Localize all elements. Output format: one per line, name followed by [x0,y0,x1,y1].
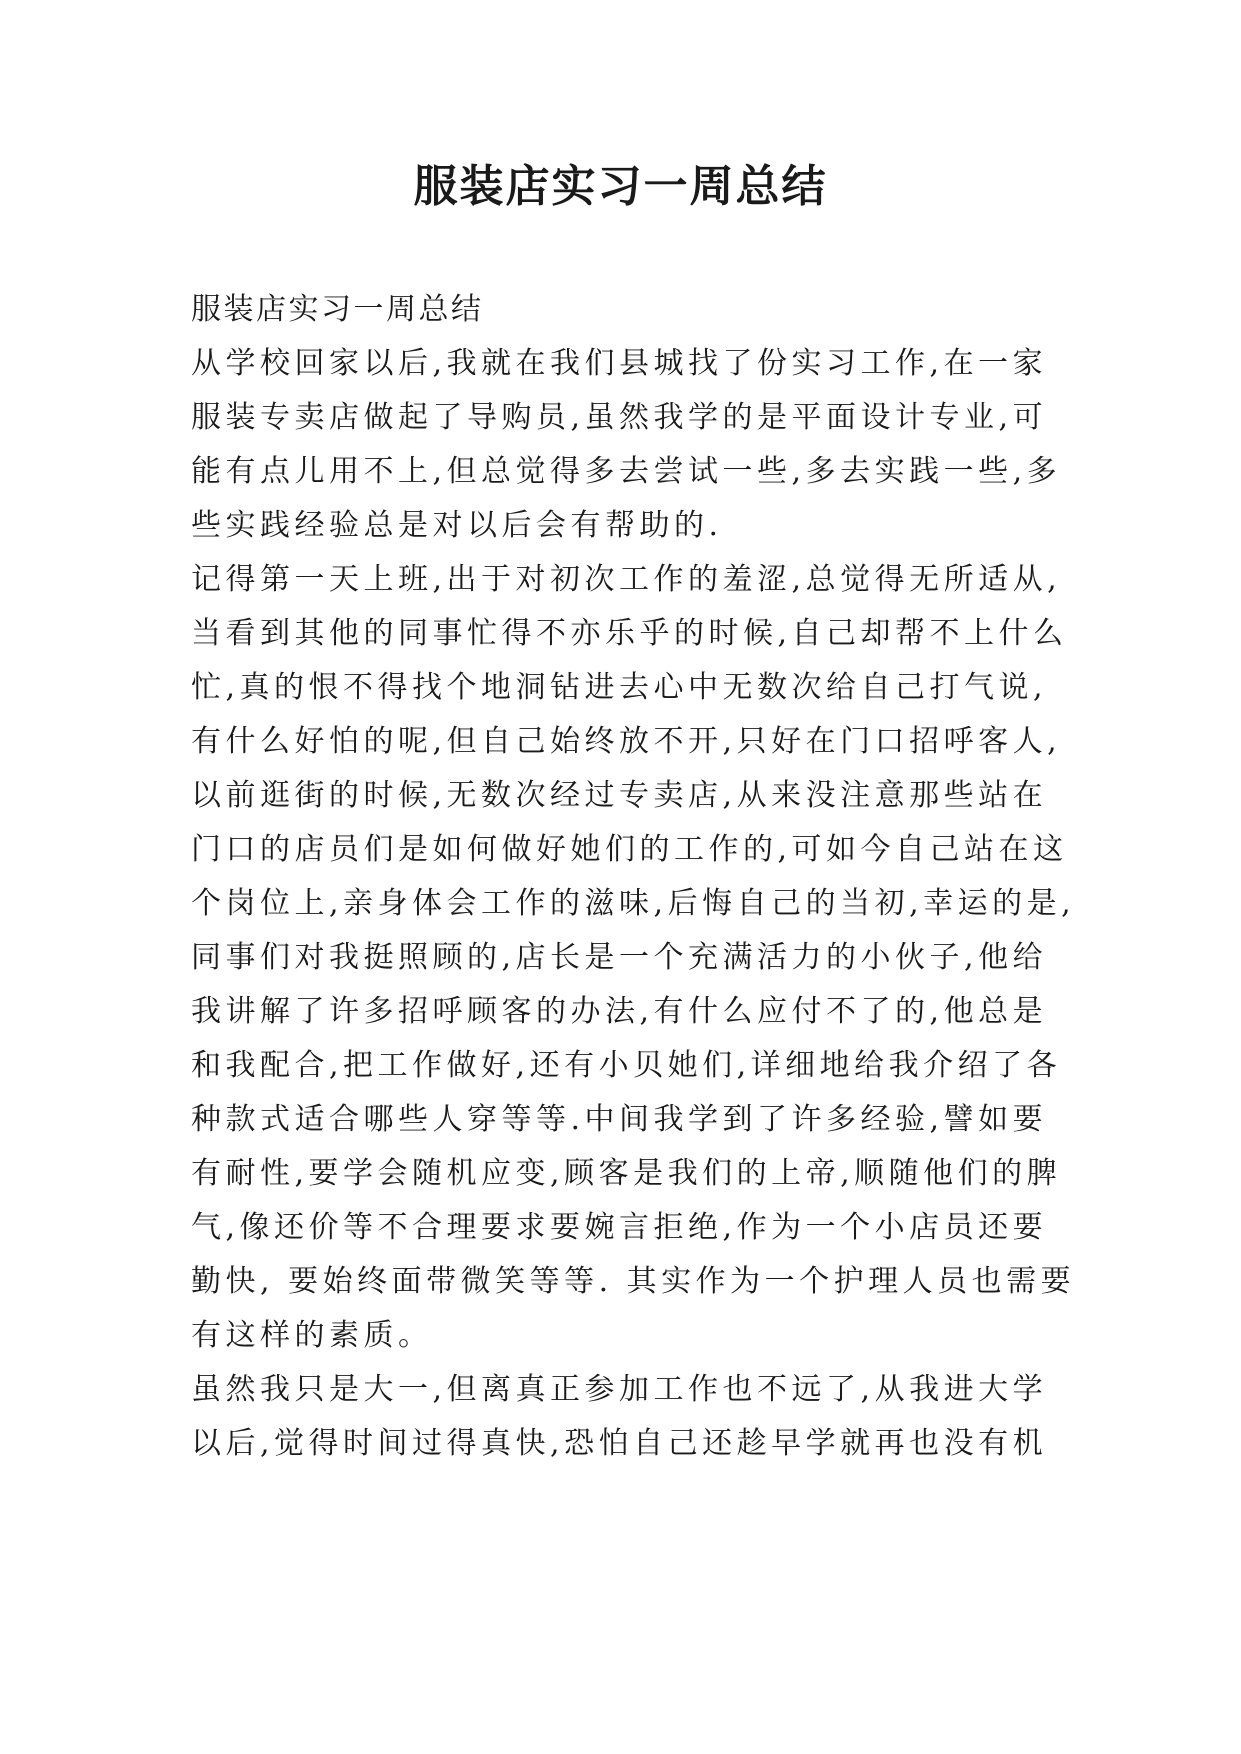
text-line: 有这样的素质。 [191,1318,433,1353]
document-subtitle: 服装店实习一周总结 [191,292,484,327]
text-line: 些实践经验总是对以后会有帮助的. [191,508,723,543]
text-line: 虽然我只是大一,但离真正参加工作也不远了,从我进大学 [191,1372,1048,1407]
text-line: 有什么好怕的呢,但自己始终放不开,只好在门口招呼客人, [191,724,1062,759]
text-line: 服装专卖店做起了导购员,虽然我学的是平面设计专业,可 [191,400,1048,435]
text-line: 能有点儿用不上,但总觉得多去尝试一些,多去实践一些,多 [191,454,1062,489]
text-line: 有耐性,要学会随机应变,顾客是我们的上帝,顺随他们的脾 [191,1156,1062,1191]
text-line: 勤快, 要始终面带微笑等等. 其实作为一个护理人员也需要 [191,1264,1076,1299]
text-line: 门口的店员们是如何做好她们的工作的,可如今自己站在这 [191,832,1068,867]
text-line: 以后,觉得时间过得真快,恐怕自己还趁早学就再也没有机 [191,1426,1048,1461]
text-line: 当看到其他的同事忙得不亦乐乎的时候,自己却帮不上什么 [191,616,1068,651]
text-line: 种款式适合哪些人穿等等.中间我学到了许多经验,譬如要 [191,1102,1048,1137]
text-line: 从学校回家以后,我就在我们县城找了份实习工作,在一家 [191,346,1048,381]
document-title: 服装店实习一周总结 [413,161,828,212]
text-line: 记得第一天上班,出于对初次工作的羞涩,总觉得无所适从, [191,562,1062,597]
text-line: 和我配合,把工作做好,还有小贝她们,详细地给我介绍了各 [191,1048,1062,1083]
document-body [191,283,1076,1471]
text-line: 忙,真的恨不得找个地洞钻进去心中无数次给自己打气说, [191,670,1048,705]
text-line: 个岗位上,亲身体会工作的滋味,后悔自己的当初,幸运的是, [191,886,1076,921]
text-line: 气,像还价等不合理要求要婉言拒绝,作为一个小店员还要 [191,1210,1048,1245]
text-line: 我讲解了许多招呼顾客的办法,有什么应付不了的,他总是 [191,994,1048,1029]
text-line: 以前逛街的时候,无数次经过专卖店,从来没注意那些站在 [191,778,1048,813]
text-line: 同事们对我挺照顾的,店长是一个充满活力的小伙子,他给 [191,940,1048,975]
